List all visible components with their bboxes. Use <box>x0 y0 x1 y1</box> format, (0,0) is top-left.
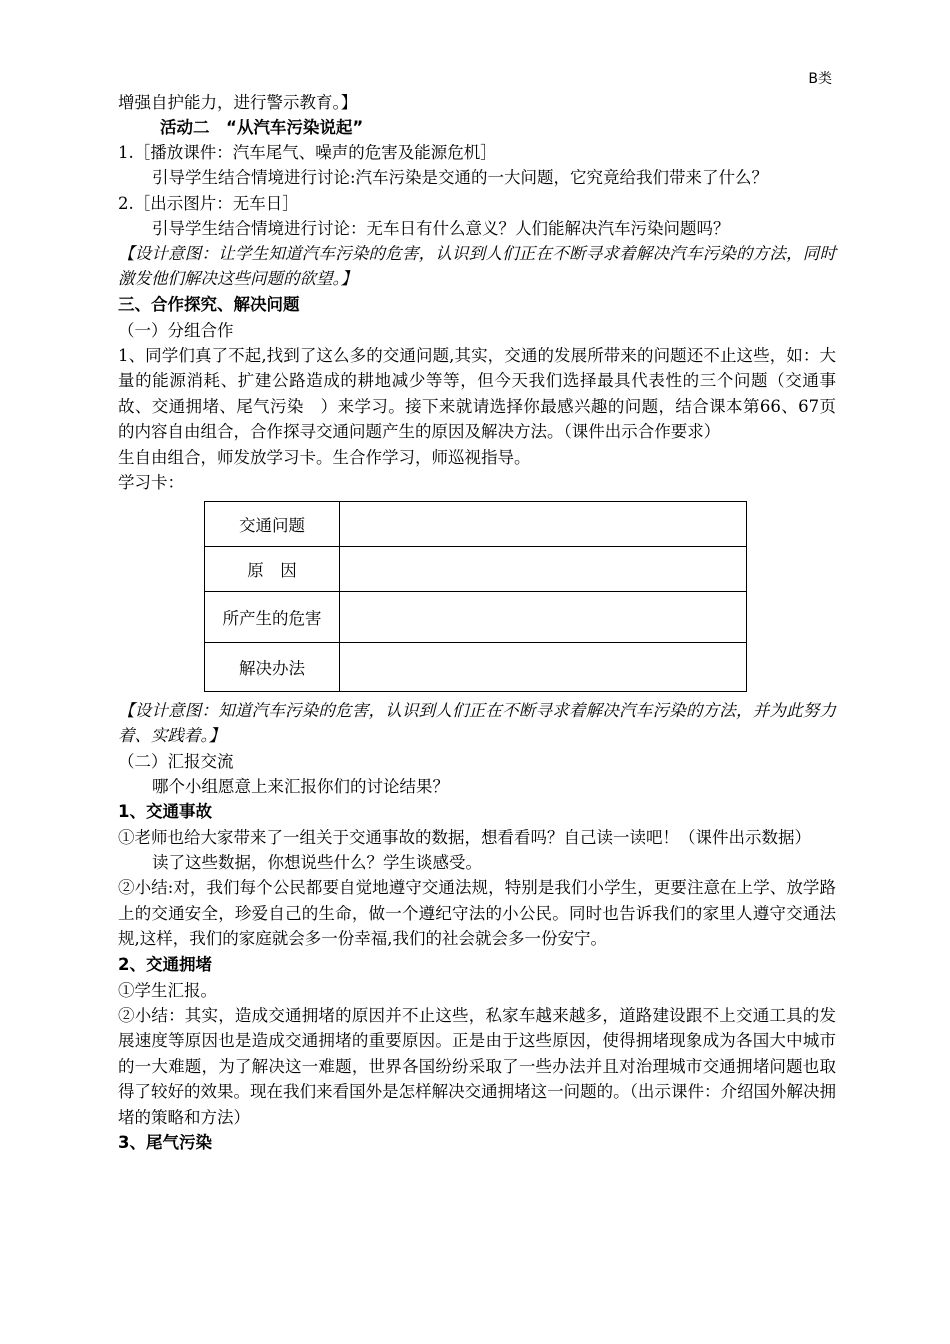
section-heading: 三、合作探究、解决问题 <box>118 294 300 314</box>
table-row <box>205 642 747 691</box>
activity-heading: 活动二 “从汽车污染说起” <box>160 118 364 137</box>
paragraph: ①学生汇报。 <box>118 980 217 1000</box>
table-cell-empty <box>340 591 747 642</box>
table-row-label: 解决办法 <box>205 642 340 691</box>
table-row-label: 交通问题 <box>205 501 340 546</box>
table-row-label: 原 因 <box>205 546 340 591</box>
design-intent: 【设计意图：让学生知道汽车污染的危害，认识到人们正在不断寻求着解决汽车污染的方法，同时激发他们解决这些问题的欲望。】 <box>118 243 836 288</box>
paragraph: 哪个小组愿意上来汇报你们的讨论结果？ <box>152 776 449 796</box>
table-cell-empty <box>340 501 747 546</box>
topic-heading: 1、交通事故 <box>118 801 212 821</box>
paragraph: ②小结：其实，造成交通拥堵的原因并不止这些，私家车越来越多，道路建设跟不上交通工具的发展速度等原因也是造成交通拥堵的重要原因。正是由于这些原因，使得拥堵现象成为各国大中城市的一大难题，为了解决这一难题，世界各国纷纷采取了一些办法并且对治理城市交通拥堵问题也取得了较好的效果。现在我们来看国外是怎样解决交通拥堵这一问题的。（出示课件：介绍国外解决拥堵的策略和方法） <box>118 1005 836 1127</box>
table-row-label: 所产生的危害 <box>205 591 340 642</box>
subsection-heading: （一）分组合作 <box>118 320 234 340</box>
table-row <box>205 591 747 642</box>
subsection-heading: （二）汇报交流 <box>118 751 234 771</box>
paragraph: 学习卡： <box>118 472 184 492</box>
paragraph: 生自由组合，师发放学习卡。生合作学习，师巡视指导。 <box>118 447 531 467</box>
study-card-table-wrapper <box>204 501 836 692</box>
study-card-table <box>204 501 747 692</box>
document-body <box>118 64 836 1156</box>
paragraph: 引导学生结合情境进行讨论:汽车污染是交通的一大问题，它究竟给我们带来了什么？ <box>152 168 769 187</box>
document-category: B类 <box>808 71 832 87</box>
paragraph: 引导学生结合情境进行讨论：无车日有什么意义？人们能解决汽车污染问题吗？ <box>152 218 730 238</box>
paragraph: ①老师也给大家带来了一组关于交通事故的数据，想看看吗？自己读一读吧！（课件出示数据） <box>118 827 811 847</box>
paragraph: 2.［出示图片：无车日］ <box>118 193 299 213</box>
paragraph: 读了这些数据，你想说些什么？学生谈感受。 <box>152 853 482 872</box>
table-cell-empty <box>340 546 747 591</box>
table-row <box>205 501 747 546</box>
paragraph: 1.［播放课件：汽车尾气、噪声的危害及能源危机］ <box>118 143 497 162</box>
paragraph: 增强自护能力，进行警示教育。】 <box>118 93 358 112</box>
table-cell-empty <box>340 642 747 691</box>
table-row <box>205 546 747 591</box>
design-intent: 【设计意图：知道汽车污染的危害，认识到人们正在不断寻求着解决汽车污染的方法，并为此努力着、实践着。】 <box>118 700 836 745</box>
paragraph: ②小结:对，我们每个公民都要自觉地遵守交通法规，特别是我们小学生，更要注意在上学、放学路上的交通安全，珍爱自己的生命，做一个遵纪守法的小公民。同时也告诉我们的家里人遵守交通法规,这样，我们的家庭就会多一份幸福,我们的社会就会多一份安宁。 <box>118 878 836 948</box>
topic-heading: 2、交通拥堵 <box>118 954 212 974</box>
topic-heading: 3、尾气污染 <box>118 1133 212 1152</box>
paragraph: 1、同学们真了不起,找到了这么多的交通问题,其实，交通的发展所带来的问题还不止这些，如：大量的能源消耗、扩建公路造成的耕地减少等等，但今天我们选择最具代表性的三个问题（交通事故、交通拥堵、尾气污染 ）来学习。接下来就请选择你最感兴趣的问题，结合课本第66、67页的内容自由组合，合作探寻交通问题产生的原因及解决方法。（课件出示合作要求） <box>118 345 836 441</box>
